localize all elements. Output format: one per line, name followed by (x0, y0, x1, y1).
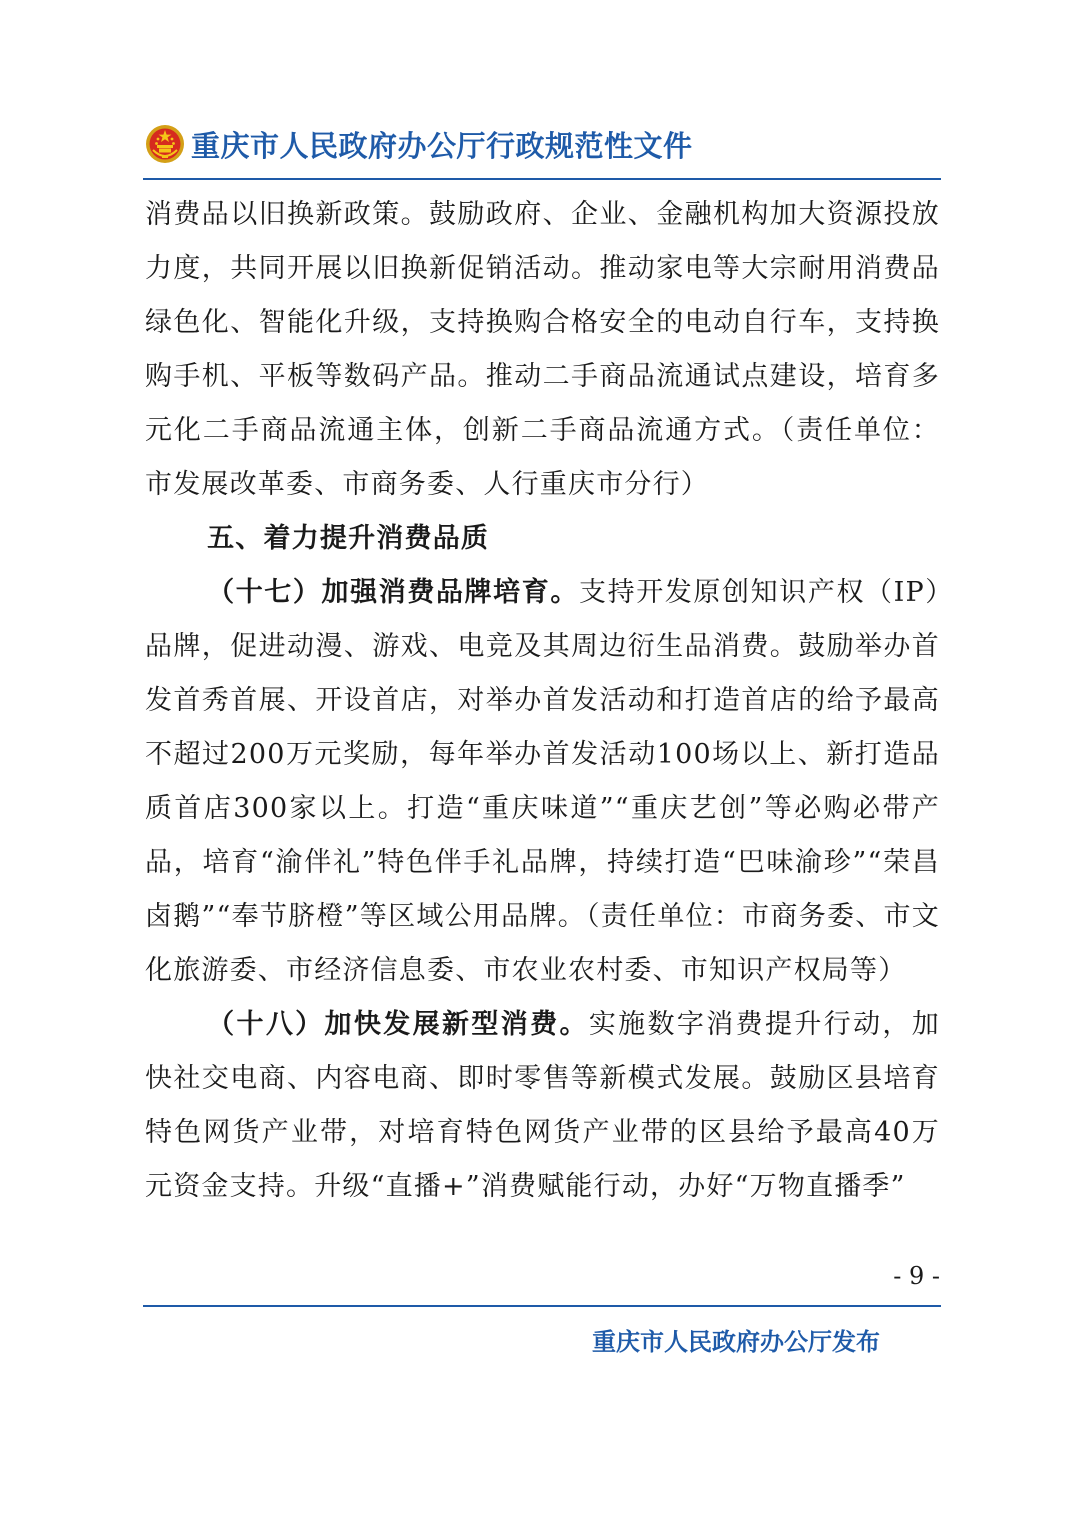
footer-publisher: 重庆市人民政府办公厅发布 (592, 1328, 880, 1356)
section-heading: 五、着力提升消费品质 (207, 523, 490, 554)
footer-divider (143, 1305, 941, 1307)
header-divider (143, 178, 941, 180)
item-17-lead: （十七）加强消费品牌培育。 (207, 577, 579, 608)
document-header (145, 120, 693, 168)
national-emblem-icon (145, 124, 185, 164)
item-18-lead: （十八）加快发展新型消费。 (207, 1009, 589, 1040)
item-18-text: 实施数字消费提升行动，加快社交电商、内容电商、即时零售等新模式发展。鼓励区县培育特色网货产业带，对培育特色网货产业带的区县给予最高40万元资金支持。升级“直播+”消费赋能行动，办好“万物直播季” (145, 1009, 940, 1202)
paragraph-item-18 (145, 998, 940, 1214)
document-body (145, 188, 940, 1214)
page-number: - 9 - (893, 1262, 940, 1290)
item-17-text: 支持开发原创知识产权（IP）品牌，促进动漫、游戏、电竞及其周边衍生品消费。鼓励举办首发首秀首展、开设首店，对举办首发活动和打造首店的给予最高不超过200万元奖励，每年举办首发活动100场以上、新打造品质首店300家以上。打造“重庆味道”“重庆艺创”等必购必带产品，培育“渝伴礼”特色伴手礼品牌，持续打造“巴味渝珍”“荣昌卤鹅”“奉节脐橙”等区域公用品牌。（责任单位：市商务委、市文化旅游委、市经济信息委、市农业农村委、市知识产权局等） (145, 577, 940, 986)
paragraph-item-17 (145, 566, 940, 998)
continued-paragraph: 消费品以旧换新政策。鼓励政府、企业、金融机构加大资源投放力度，共同开展以旧换新促销活动。推动家电等大宗耐用消费品绿色化、智能化升级，支持换购合格安全的电动自行车，支持换购手机、平板等数码产品。推动二手商品流通试点建设，培育多元化二手商品流通主体，创新二手商品流通方式。（责任单位：市发展改革委、市商务委、人行重庆市分行） (145, 199, 940, 500)
header-title: 重庆市人民政府办公厅行政规范性文件 (191, 128, 693, 163)
